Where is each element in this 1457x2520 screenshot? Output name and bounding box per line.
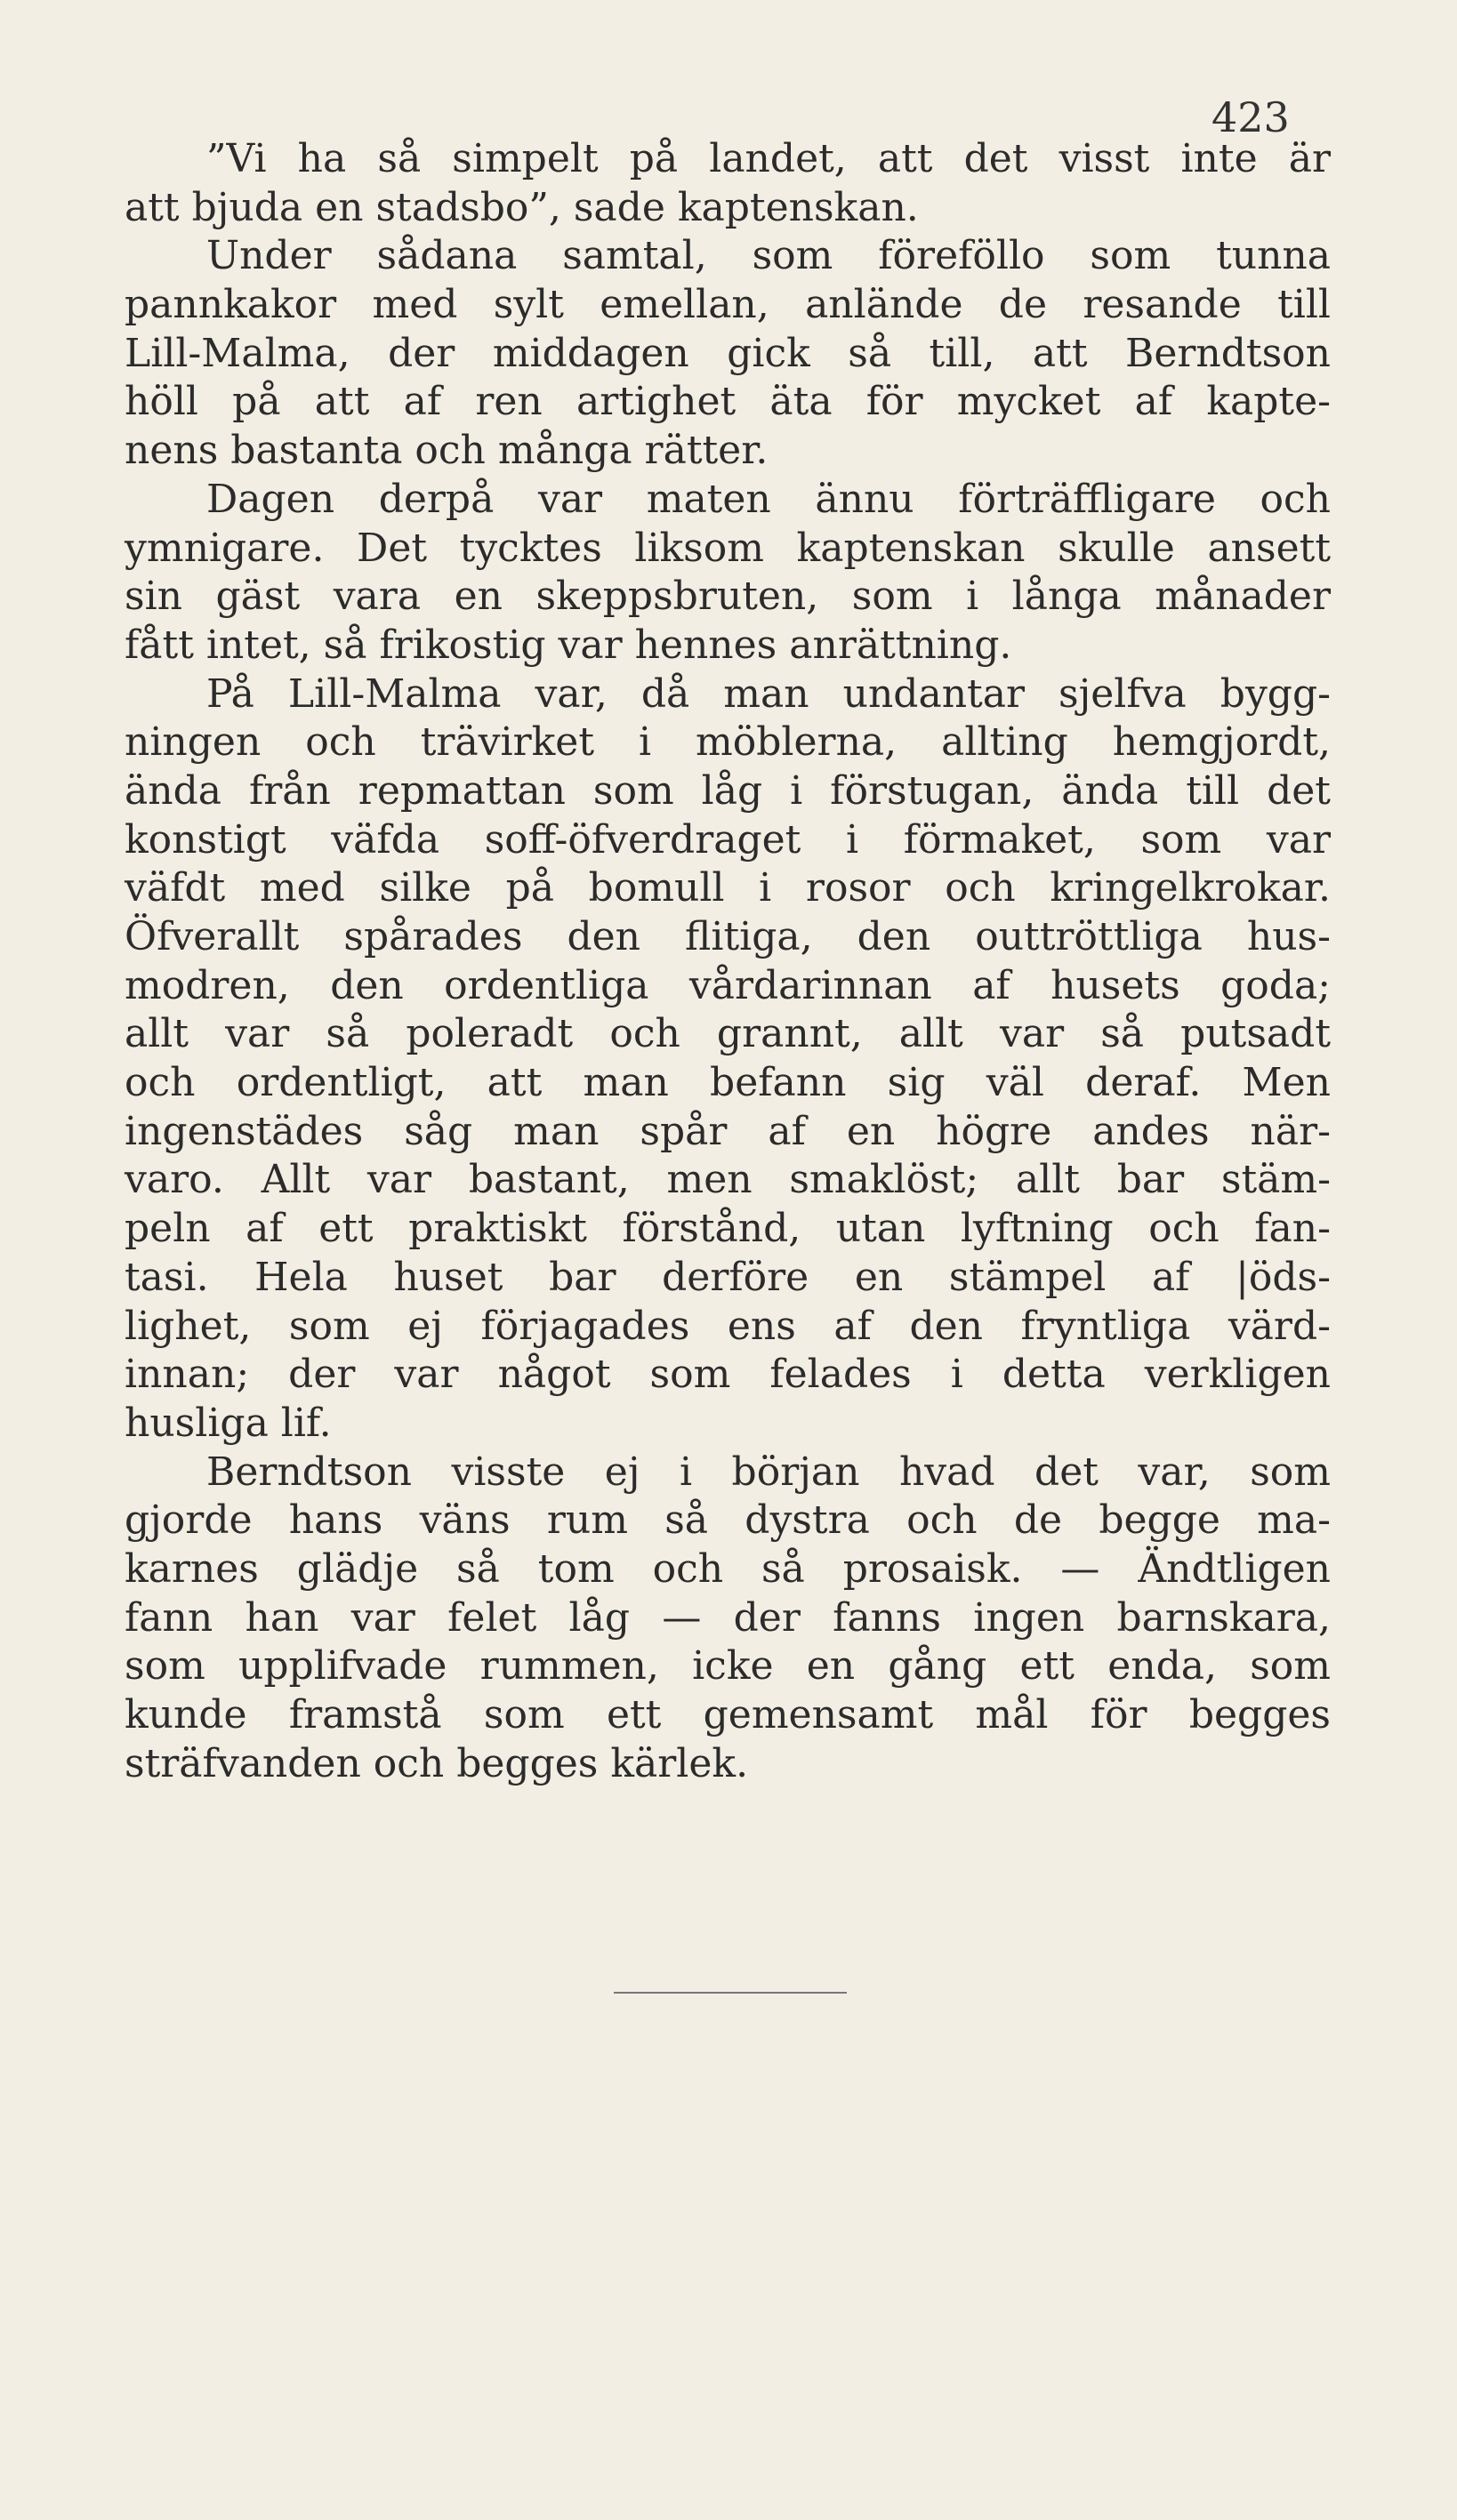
text-line: lighet, som ej förjagades ens af den fryntliga värd- — [125, 1303, 1331, 1349]
text-line: modren, den ordentliga vårdarinnan af husets goda; — [125, 962, 1331, 1008]
text-line: och ordentligt, att man befann sig väl deraf. Men — [125, 1060, 1331, 1106]
text-line: ymnigare. Det tycktes liksom kaptenskan skulle ansett — [125, 525, 1331, 571]
text-line: höll på att af ren artighet äta för mycket af kapte- — [125, 379, 1331, 425]
text-line: nens bastanta och många rätter. — [125, 428, 769, 474]
text-line: Öfverallt spårades den flitiga, den outtröttliga hus- — [125, 914, 1331, 959]
text-line: tasi. Hela huset bar derföre en stämpel af |öds- — [125, 1254, 1331, 1300]
text-line: Lill-Malma, der middagen gick så till, att Berndtson — [125, 330, 1331, 376]
text-line: ningen och trävirket i möblerna, allting hemgjordt, — [125, 719, 1331, 766]
text-line: konstigt väfda soff-öfverdraget i förmaket, som var — [125, 816, 1331, 863]
text-line: ända från repmattan som låg i förstugan, ända till det — [125, 767, 1331, 814]
text-line: väfdt med silke på bomull i rosor och kringelkrokar. — [125, 865, 1331, 911]
text-line: Berndtson visste ej i början hvad det var, som — [206, 1449, 1331, 1495]
text-line: sträfvanden och begges kärlek. — [125, 1740, 749, 1786]
text-line: allt var så poleradt och grannt, allt var så putsadt — [125, 1011, 1331, 1057]
text-line: peln af ett praktiskt förstånd, utan lyftning och fan- — [125, 1206, 1331, 1252]
text-line: husliga lif. — [125, 1400, 332, 1446]
text-line: som upplifvade rummen, icke en gång ett enda, som — [125, 1643, 1331, 1689]
text-line: ingenstädes såg man spår af en högre andes när- — [125, 1108, 1331, 1154]
text-line: att bjuda en stadsbo”, sade kaptenskan. — [125, 184, 919, 230]
text-line: fann han var felet låg — der fanns ingen barnskara, — [125, 1594, 1331, 1641]
text-line: kunde framstå som ett gemensamt mål för begges — [125, 1692, 1331, 1738]
text-body — [125, 135, 1331, 1788]
text-line: pannkakor med sylt emellan, anlände de resande till — [125, 282, 1331, 328]
page-number: 423 — [1211, 93, 1290, 141]
text-line: fått intet, så frikostig var hennes anrättning. — [125, 622, 1012, 668]
text-line: innan; der var något som felades i detta verkligen — [125, 1352, 1331, 1398]
end-rule — [614, 1992, 847, 1994]
text-line: karnes glädje så tom och så prosaisk. — Ändtligen — [125, 1545, 1331, 1592]
text-line: Dagen derpå var maten ännu förträffligare och — [206, 476, 1331, 522]
text-line: sin gäst vara en skeppsbruten, som i långa månader — [125, 574, 1331, 620]
text-line: På Lill-Malma var, då man undantar sjelfva bygg- — [206, 670, 1331, 717]
text-line: gjorde hans väns rum så dystra och de begge ma- — [125, 1497, 1331, 1544]
text-line: ”Vi ha så simpelt på landet, att det visst inte är — [206, 136, 1331, 181]
text-line: Under sådana samtal, som föreföllo som tunna — [206, 233, 1331, 279]
text-line: varo. Allt var bastant, men smaklöst; allt bar stäm- — [125, 1157, 1331, 1203]
